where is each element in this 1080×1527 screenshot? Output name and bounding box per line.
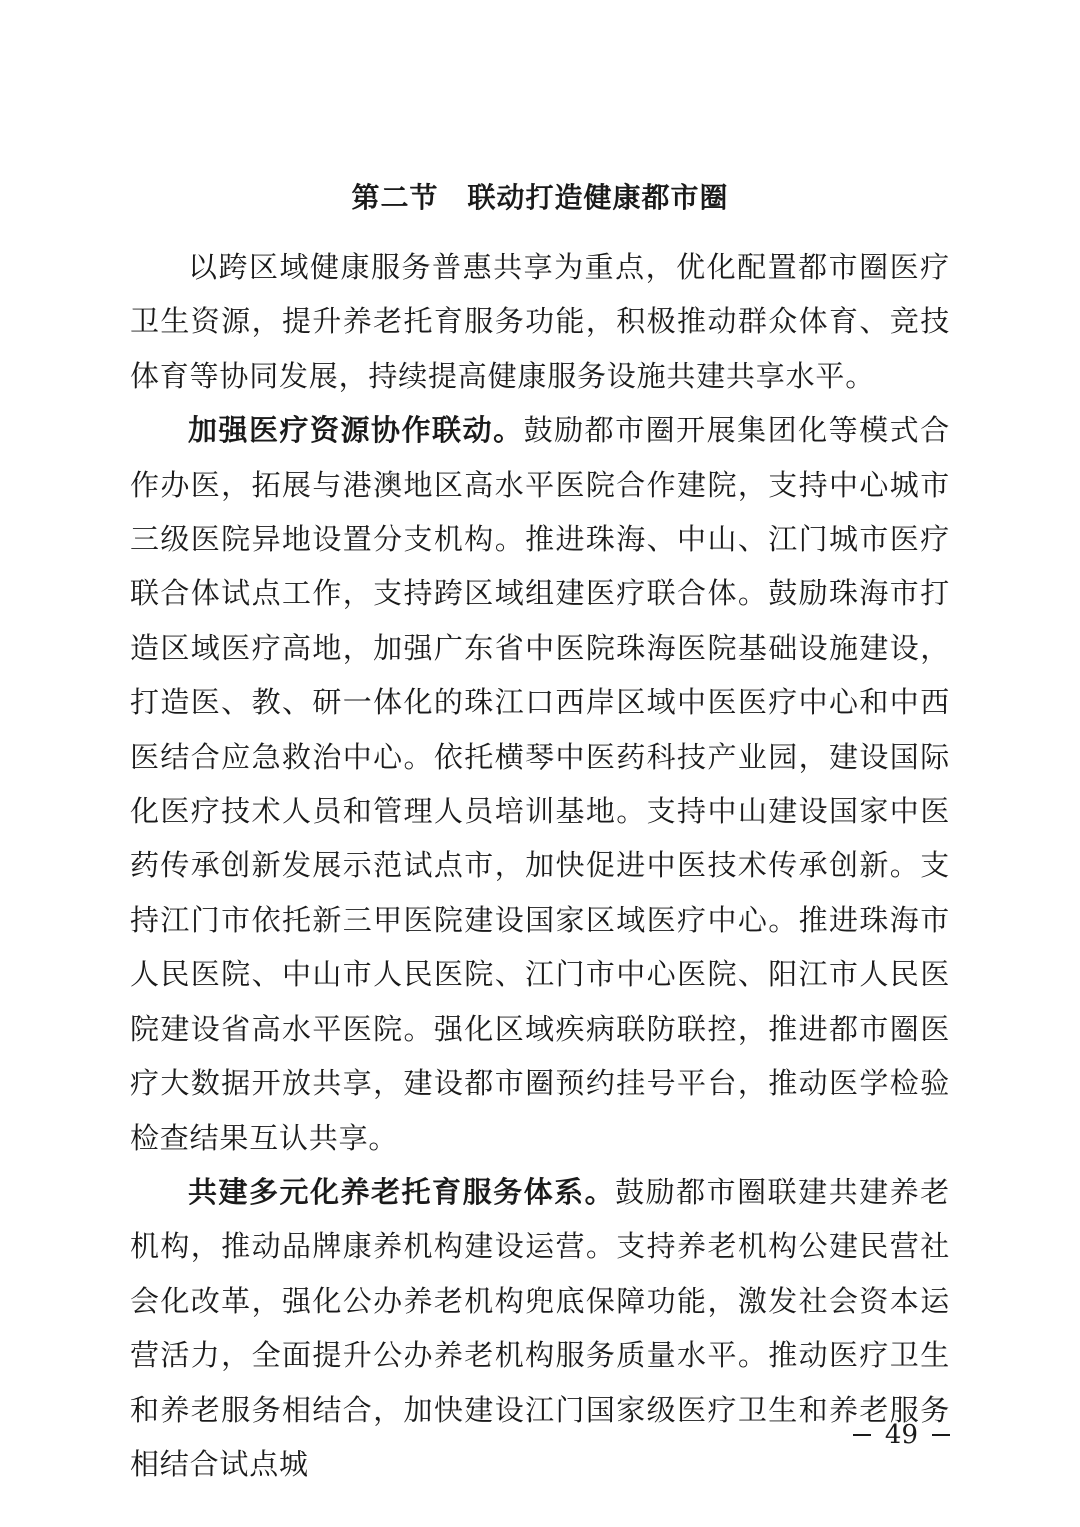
paragraph-text: 以跨区域健康服务普惠共享为重点，优化配置都市圈医疗卫生资源，提升养老托育服务功能，积极推动群众体育、竞技体育等协同发展，持续提高健康服务设施共建共享水平。 — [130, 250, 950, 393]
body-text — [130, 240, 950, 1491]
page-number-value: 49 — [884, 1420, 918, 1450]
paragraph-lead: 加强医疗资源协作联动。 — [188, 413, 524, 448]
paragraph-medical-resources — [130, 403, 950, 1165]
section-title: 第二节 联动打造健康都市圈 — [351, 181, 729, 214]
page-number — [853, 1418, 950, 1452]
dash-left — [853, 1434, 871, 1436]
paragraph-lead: 共建多元化养老托育服务体系。 — [188, 1174, 616, 1209]
dash-right — [932, 1434, 950, 1436]
paragraph-text: 鼓励都市圈开展集团化等模式合作办医，拓展与港澳地区高水平医院合作建院，支持中心城市三级医院异地设置分支机构。推进珠海、中山、江门城市医疗联合体试点工作，支持跨区域组建医疗联合体。鼓励珠海市打造区域医疗高地，加强广东省中医院珠海医院基础设施建设，打造医、教、研一体化的珠江口西岸区域中医医疗中心和中西医结合应急救治中心。依托横琴中医药科技产业园，建设国际化医疗技术人员和管理人员培训基地。支持中山建设国家中医药传承创新发展示范试点市，加快促进中医技术传承创新。支持江门市依托新三甲医院建设国家区域医疗中心。推进珠海市人民医院、中山市人民医院、江门市中心医院、阳江市人民医院建设省高水平医院。强化区域疾病联防联控，推进都市圈医疗大数据开放共享，建设都市圈预约挂号平台，推动医学检验检查结果互认共享。 — [130, 413, 950, 1155]
paragraph-text: 鼓励都市圈联建共建养老机构，推动品牌康养机构建设运营。支持养老机构公建民营社会化改革，强化公办养老机构兜底保障功能，激发社会资本运营活力，全面提升公办养老机构服务质量水平。推动医疗卫生和养老服务相结合，加快建设江门国家级医疗卫生和养老服务相结合试点城 — [130, 1174, 950, 1481]
paragraph-intro — [130, 240, 950, 403]
paragraph-elderly-childcare — [130, 1165, 950, 1491]
document-page — [130, 0, 950, 1527]
